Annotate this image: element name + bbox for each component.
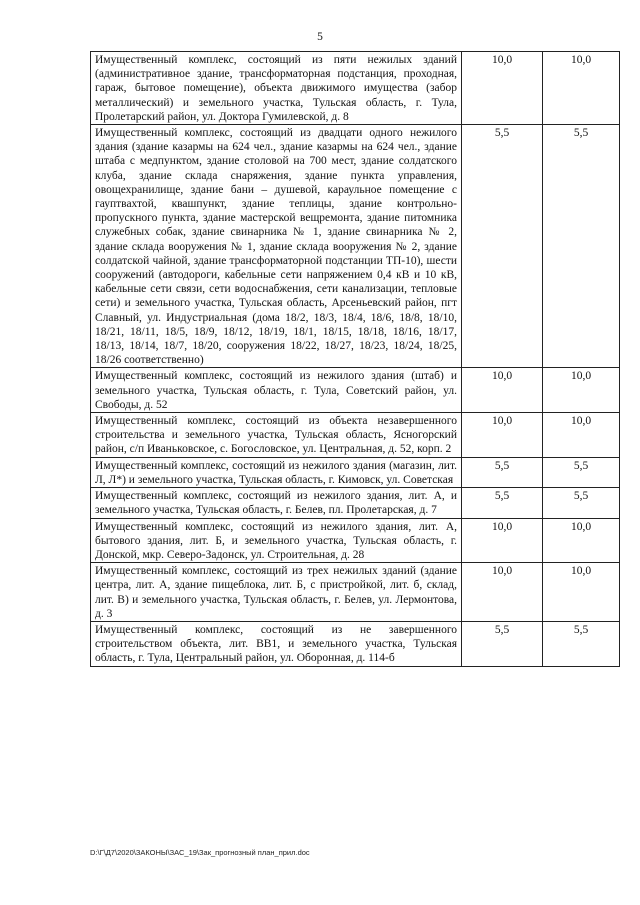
- value-cell: 10,0: [543, 368, 620, 413]
- value-cell: 5,5: [543, 488, 620, 518]
- table-row: [91, 457, 620, 487]
- table-row: [91, 563, 620, 622]
- table-row: [91, 52, 620, 125]
- value-cell: 5,5: [462, 488, 543, 518]
- property-description: Имущественный комплекс, состоящий из нежилого здания, лит. А, бытового здания, лит. Б, и земельного участка, Тульская область, г. Донской, мкр. Северо-Задонск, ул. Строительная, д. 28: [91, 518, 462, 563]
- table-row: [91, 368, 620, 413]
- table-row: [91, 488, 620, 518]
- value-cell: 5,5: [543, 621, 620, 666]
- property-description: Имущественный комплекс, состоящий из двадцати одного нежилого здания (здание казармы на 624 чел., здание казармы на 624 чел., здание штаба с медпунктом, здание столовой на 700 мест, здание солдатского клуба, здание склада снаряжения, здание пункта управления, овощехранилище, здание бани – душевой, караульное помещение с гауптвахтой, квашпункт, здание теплицы, здание контрольно-пропускного пункта, здание мастерской вещремонта, здание питомника служебных собак, здание свинарника № 1, здание свинарника № 2, здание склада вооружения № 1, здание склада вооружения № 2, здание солдатской чайной, здание трансформаторной подстанции ТП-10), шести сооружений (автодороги, кабельные сети напряжением 0,4 кВ и 10 кВ, кабельные сети связи, сети водоснабжения, сети канализации, тепловые сети) и земельного участка, Тульская область, Арсеньевский район, пгт Славный, ул. Индустриальная (дома 18/2, 18/3, 18/4, 18/6, 18/8, 18/10, 18/21, 18/11, 18/5, 18/9, 18/12, 18/19, 18/1, 18/15, 18/18, 18/16, 18/17, 18/13, 18/14, 18/7, 18/20, сооружения 18/22, 18/27, 18/23, 18/24, 18/25, 18/26 соответственно): [91, 125, 462, 368]
- value-cell: 10,0: [462, 563, 543, 622]
- property-description: Имущественный комплекс, состоящий из не завершенного строительством объекта, лит. ВВ1, и земельного участка, Тульская область, г. Тула, Центральный район, ул. Оборонная, д. 114-б: [91, 621, 462, 666]
- value-cell: 10,0: [543, 413, 620, 458]
- property-description: Имущественный комплекс, состоящий из объекта незавершенного строительства и земельного участка, Тульская область, Ясногорский район, с/п Иваньковское, с. Богословское, ул. Центральная, д. 52, корп. 2: [91, 413, 462, 458]
- value-cell: 10,0: [543, 52, 620, 125]
- property-description: Имущественный комплекс, состоящий из нежилого здания (штаб) и земельного участка, Тульская область, г. Тула, Советский район, ул. Свободы, д. 52: [91, 368, 462, 413]
- property-description: Имущественный комплекс, состоящий из нежилого здания, лит. А, и земельного участка, Тульская область, г. Белев, пл. Пролетарская, д. 7: [91, 488, 462, 518]
- table-row: [91, 125, 620, 368]
- value-cell: 5,5: [462, 621, 543, 666]
- table-row: [91, 413, 620, 458]
- property-table: [90, 51, 620, 667]
- value-cell: 10,0: [462, 518, 543, 563]
- value-cell: 10,0: [462, 368, 543, 413]
- value-cell: 5,5: [543, 125, 620, 368]
- value-cell: 10,0: [462, 413, 543, 458]
- property-description: Имущественный комплекс, состоящий из трех нежилых зданий (здание центра, лит. А, здание пищеблока, лит. Б, с пристройкой, лит. б, склад, лит. В) и земельного участка, Тульская область, г. Белев, ул. Лермонтова, д. 3: [91, 563, 462, 622]
- value-cell: 5,5: [462, 125, 543, 368]
- value-cell: 5,5: [543, 457, 620, 487]
- value-cell: 10,0: [543, 518, 620, 563]
- file-path-footer: D:\Г\Д7\2020\ЗАКОНЫ\ЗАС_19\Зак_прогнозный план_прил.doc: [90, 848, 310, 857]
- table-row: [91, 518, 620, 563]
- value-cell: 10,0: [462, 52, 543, 125]
- value-cell: 5,5: [462, 457, 543, 487]
- value-cell: 10,0: [543, 563, 620, 622]
- property-description: Имущественный комплекс, состоящий из пяти нежилых зданий (административное здание, трансформаторная подстанция, проходная, гараж, бытовое помещение), объекта движимого имущества (забор металлический) и земельного участка, Тульская область, г. Тула, Пролетарский район, ул. Доктора Гумилевской, д. 8: [91, 52, 462, 125]
- table-row: [91, 621, 620, 666]
- page-number: 5: [317, 31, 323, 43]
- property-description: Имущественный комплекс, состоящий из нежилого здания (магазин, лит. Л, Л*) и земельного участка, Тульская область, г. Кимовск, ул. Советская: [91, 457, 462, 487]
